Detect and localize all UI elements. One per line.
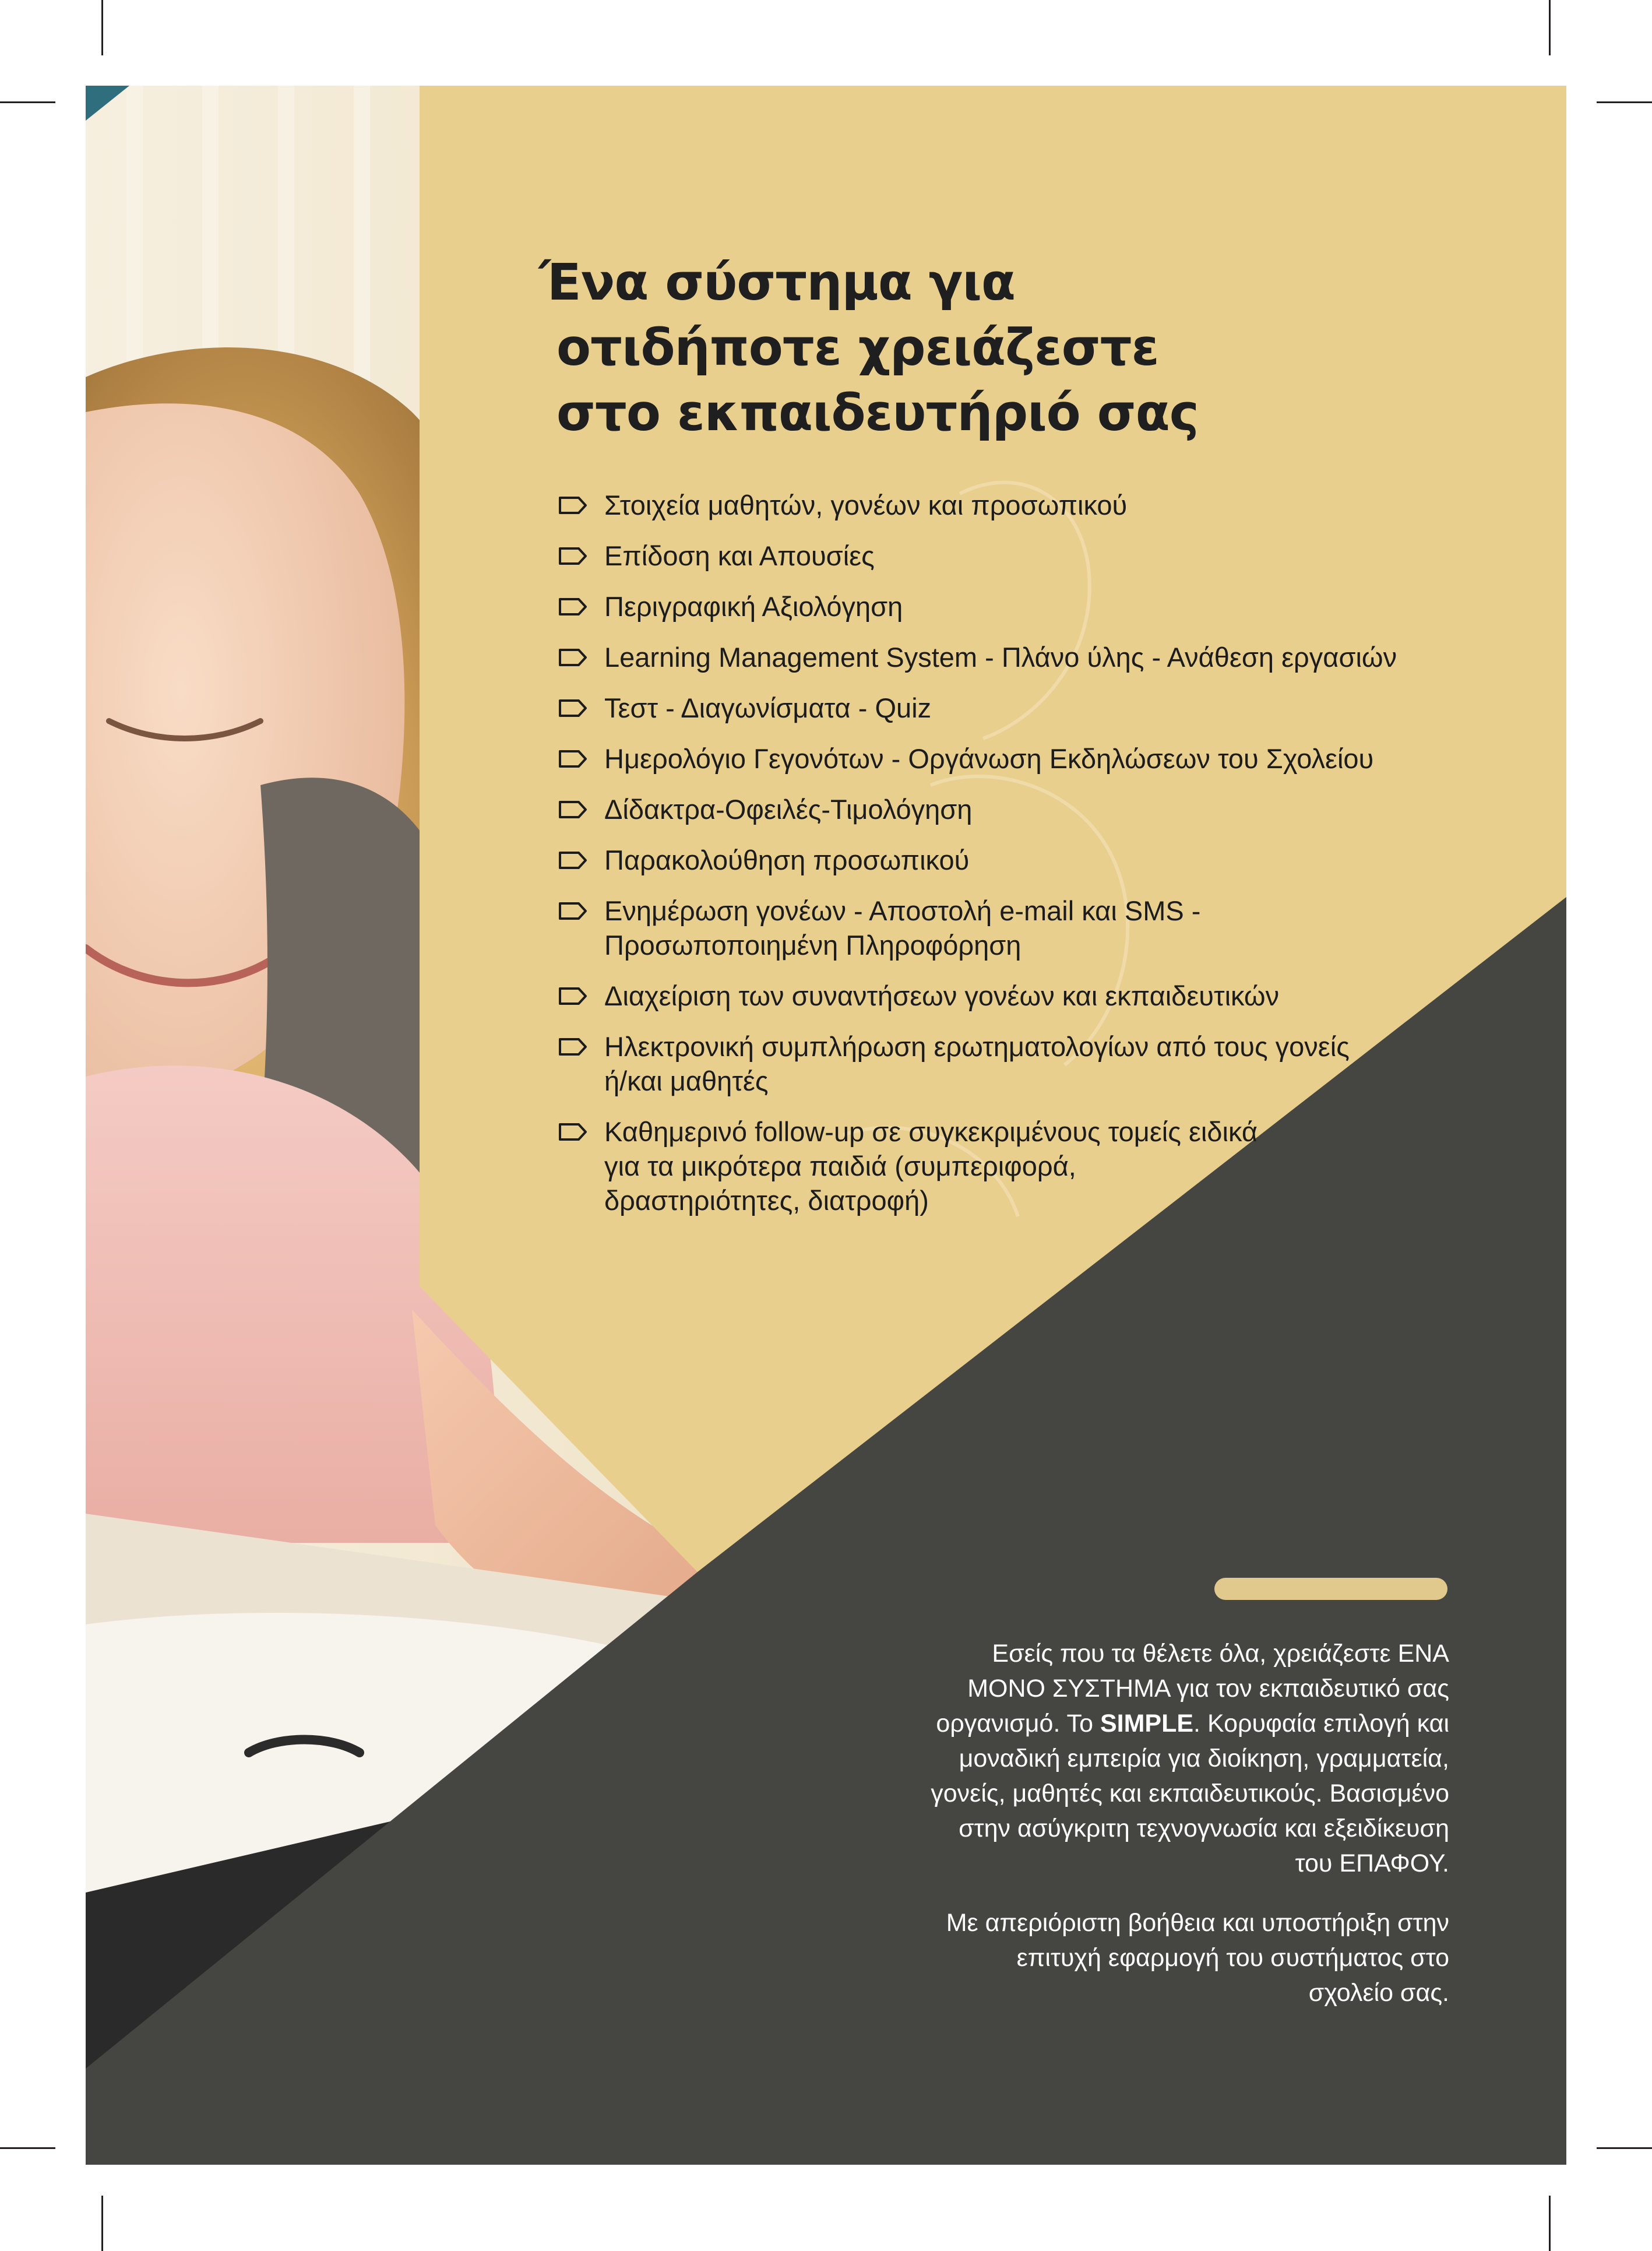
promo-text-part: . Κορυφαία επιλογή και — [1193, 1710, 1449, 1738]
promo-line: γονείς, μαθητές και εκπαιδευτικούς. Βασισμένο — [931, 1779, 1449, 1807]
feature-text: Ενημέρωση γονέων - Αποστολή e-mail και SMS - — [604, 895, 1201, 926]
feature-item — [558, 894, 1537, 962]
crop-mark — [0, 101, 55, 103]
arrow-tag-icon — [558, 800, 588, 819]
crop-mark — [1597, 101, 1652, 103]
promo-line — [762, 1706, 1449, 1741]
brand-name: SIMPLE — [1100, 1710, 1194, 1738]
arrow-tag-icon — [558, 902, 588, 920]
feature-item — [558, 792, 1537, 826]
feature-item — [558, 539, 1537, 573]
feature-text: Περιγραφική Αξιολόγηση — [604, 591, 903, 622]
feature-item — [558, 488, 1537, 522]
feature-item — [558, 640, 1537, 674]
feature-item — [558, 691, 1537, 725]
feature-text: Ηλεκτρονική συμπλήρωση ερωτηματολογίων από τους γονείς — [604, 1031, 1350, 1062]
feature-text: ή/και μαθητές — [604, 1065, 769, 1096]
arrow-tag-icon — [558, 496, 588, 515]
promo-line: μοναδική εμπειρία για διοίκηση, γραμματεία, — [959, 1744, 1449, 1772]
arrow-tag-icon — [558, 1037, 588, 1056]
corner-triangle — [86, 86, 129, 121]
arrow-tag-icon — [558, 750, 588, 768]
promo-line: ΜΟΝΟ ΣΥΣΤΗΜΑ για τον εκπαιδευτικό σας — [967, 1675, 1449, 1703]
crop-mark — [1549, 0, 1551, 55]
crop-mark — [101, 2196, 103, 2251]
crop-mark — [1597, 2147, 1652, 2149]
headline-line: στο εκπαιδευτήριό σας — [556, 384, 1199, 442]
feature-list — [558, 488, 1537, 1234]
feature-text: για τα μικρότερα παιδιά (συμπεριφορά, — [604, 1151, 1076, 1181]
arrow-tag-icon — [558, 699, 588, 717]
feature-text: δραστηριότητες, διατροφή) — [604, 1185, 929, 1216]
feature-text: Καθημερινό follow-up σε συγκεκριμένους τομείς ειδικά — [604, 1116, 1258, 1147]
crop-mark — [1549, 2196, 1551, 2251]
feature-item — [558, 979, 1537, 1013]
promo-line: του ΕΠΑΦΟΥ. — [1295, 1849, 1449, 1877]
feature-item — [558, 589, 1537, 624]
arrow-tag-icon — [558, 1123, 588, 1141]
promo-paragraph — [762, 1905, 1449, 2010]
arrow-tag-icon — [558, 648, 588, 667]
feature-item — [558, 741, 1537, 776]
feature-text: Παρακολούθηση προσωπικού — [604, 845, 970, 875]
headline-line: οτιδήποτε χρειάζεστε — [556, 319, 1159, 377]
feature-text: Προσωποποιημένη Πληροφόρηση — [604, 930, 1022, 961]
promo-line: στην ασύγκριτη τεχνογνωσία και εξειδίκευση — [959, 1814, 1449, 1842]
promo-line: Με απεριόριστη βοήθεια και υποστήριξη στην — [946, 1909, 1449, 1937]
flyer-page — [86, 86, 1566, 2165]
headline — [539, 250, 1199, 446]
feature-item — [558, 843, 1537, 877]
feature-text: Ημερολόγιο Γεγονότων - Οργάνωση Εκδηλώσεων του Σχολείου — [604, 743, 1374, 774]
feature-text: Learning Management System - Πλάνο ύλης - Ανάθεση εργασιών — [604, 642, 1397, 673]
feature-item — [558, 1029, 1537, 1098]
feature-text: Στοιχεία μαθητών, γονέων και προσωπικού — [604, 490, 1128, 520]
crop-mark — [101, 0, 103, 55]
arrow-tag-icon — [558, 597, 588, 616]
arrow-tag-icon — [558, 987, 588, 1005]
arrow-tag-icon — [558, 851, 588, 870]
promo-text — [762, 1636, 1449, 2010]
promo-line: Εσείς που τα θέλετε όλα, χρειάζεστε ΕΝΑ — [992, 1640, 1449, 1668]
feature-item — [558, 1114, 1537, 1218]
headline-line: Ένα σύστημα για — [539, 254, 1015, 312]
promo-line: σχολείο σας. — [1308, 1979, 1449, 2007]
promo-paragraph — [762, 1636, 1449, 1881]
promo-line: επιτυχή εφαρμογή του συστήματος στο — [1016, 1944, 1449, 1972]
feature-text: Επίδοση και Απουσίες — [604, 540, 875, 571]
crop-mark — [0, 2147, 55, 2149]
feature-text: Διαχείριση των συναντήσεων γονέων και εκπαιδευτικών — [604, 980, 1280, 1011]
arrow-tag-icon — [558, 547, 588, 565]
accent-pill — [1214, 1578, 1447, 1600]
promo-text-part: οργανισμό. Το — [936, 1710, 1100, 1738]
feature-text: Δίδακτρα-Οφειλές-Τιμολόγηση — [604, 794, 973, 825]
feature-text: Τεστ - Διαγωνίσματα - Quiz — [604, 692, 932, 723]
